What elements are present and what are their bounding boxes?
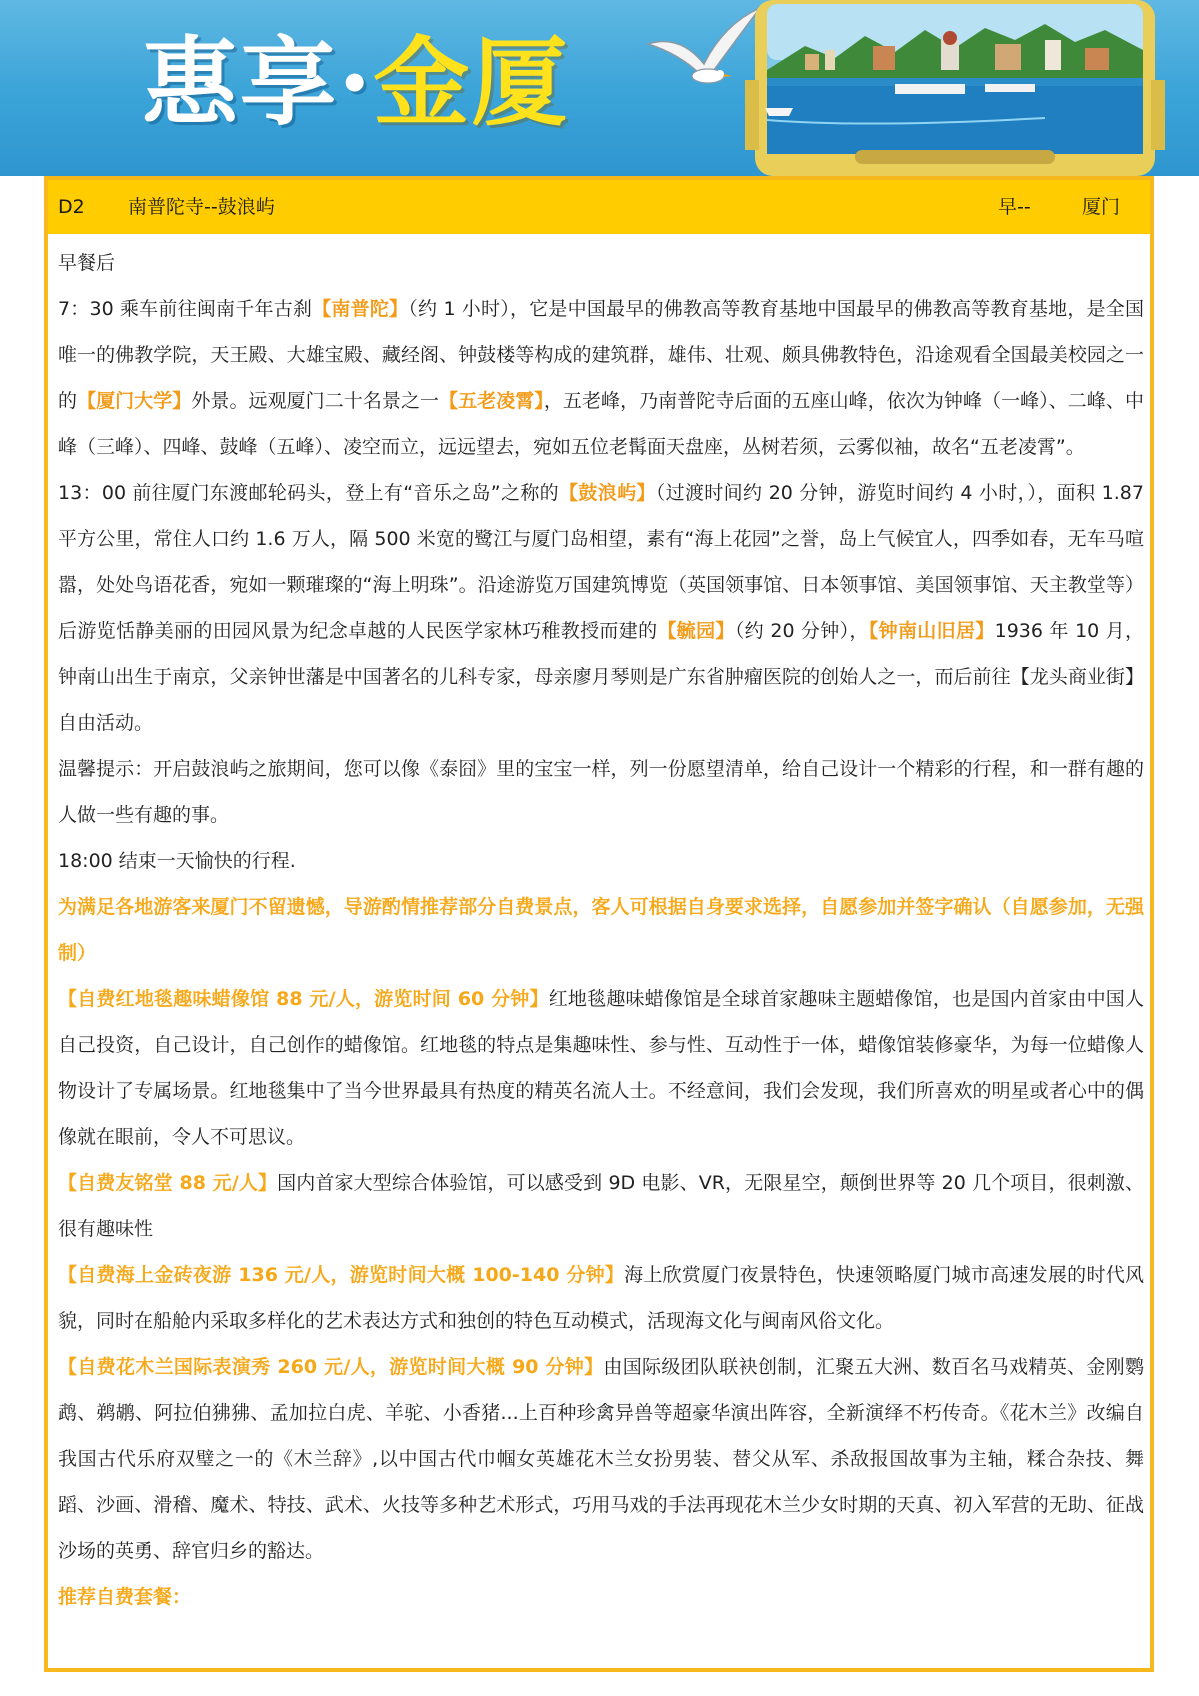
highlight-nanputuo: 【南普陀】 xyxy=(312,298,409,320)
paragraph-tip: 温馨提示：开启鼓浪屿之旅期间，您可以像《泰囧》里的宝宝一样，列一份愿望清单，给自己设计一个精彩的行程，和一群有趣的人做一些有趣的事。 xyxy=(58,758,1144,826)
text-segment: （过渡时间约 20 分钟，游览时间约 4 小时，），面积 1.87 平方公里，常住人口约 1.6 万人，隔 500 米宽的鹭江与厦门岛相望，素有“海上花园”之誉，岛上气候宜人，四季如春，无车马喧嚣，处处鸟语花香，宛如一颗璀璨的“海上明珠”。沿途游览万国建筑博览（英国领事馆、日本领事馆、美国领事馆、天主教堂等）后游览恬静美丽的田园风景为纪念卓越的人民医学家林巧稚教授而建的 xyxy=(58,482,1144,642)
text-segment: 13：00 前往厦门东渡邮轮码头，登上有“音乐之岛”之称的 xyxy=(58,482,560,504)
paragraph-gulangyu xyxy=(58,470,1144,746)
paragraph-optional-notice: 为满足各地游客来厦门不留遗憾，导游酌情推荐部分自费景点，客人可根据自身要求选择，自愿参加并签字确认（自愿参加，无强制） xyxy=(58,896,1144,964)
text-segment: ，五老峰，乃南普陀寺后面的五座山峰，依次为钟峰（一峰）、二峰、中峰（三峰）、四峰、鼓峰（五峰）、凌空而立，远远望去，宛如五位老髯面天盘座，丛树若须，云雾似袖，故名“五老凌霄”。 xyxy=(58,390,1144,458)
paragraph-youmingtang xyxy=(58,1160,1144,1252)
paragraph-nanputuo xyxy=(58,286,1144,470)
highlight-xiamen-university: 【厦门大学】 xyxy=(77,390,192,412)
text-segment: 红地毯趣味蜡像馆是全球首家趣味主题蜡像馆，也是国内首家由中国人自己投资，自己设计，自己创作的蜡像馆。红地毯的特点是集趣味性、参与性、互动性于一体，蜡像馆装修豪华，为每一位蜡像人物设计了专属场景。红地毯集中了当今世界最具有热度的精英名流人士。不经意间，我们会发现，我们所喜欢的明星或者心中的偶像就在眼前，令人不可思议。 xyxy=(58,988,1144,1148)
highlight-mulan-show: 【自费花木兰国际表演秀 260 元/人，游览时间大概 90 分钟】 xyxy=(58,1356,604,1378)
highlight-wax-museum: 【自费红地毯趣味蜡像馆 88 元/人，游览时间 60 分钟】 xyxy=(58,988,549,1010)
text-segment: 1936 年 10 月，钟南山出生于南京，父亲钟世藩是中国著名的儿科专家，母亲廖月琴则是广东省肿瘤医院的创始人之一，而后前往【龙头商业街】自由活动。 xyxy=(58,620,1144,734)
banner-title xyxy=(142,18,569,148)
day-code: D2 xyxy=(58,196,85,218)
banner-title-part2: 金厦 xyxy=(373,26,570,139)
itinerary-body xyxy=(58,240,1144,1620)
banner-title-part1: 惠享· xyxy=(142,26,374,139)
text-segment: （约 20 分钟）， xyxy=(734,620,869,642)
day-meals: 早-- xyxy=(998,196,1031,218)
highlight-wulao-lingxiao: 【五老凌霄】 xyxy=(439,390,544,412)
paragraph-end-time: 18:00 结束一天愉快的行程. xyxy=(58,850,296,872)
highlight-youmingtang: 【自费友铭堂 88 元/人】 xyxy=(58,1172,278,1194)
highlight-gulangyu: 【鼓浪屿】 xyxy=(559,482,656,504)
text-segment: 7：30 乘车前往闽南千年古刹 xyxy=(58,298,313,320)
paragraph-recommended-package: 推荐自费套餐： xyxy=(58,1586,192,1608)
text-segment: 海上欣赏厦门夜景特色，快速领略厦门城市高速发展的时代风貌，同时在船舱内采取多样化的艺术表达方式和独创的特色互动模式，活现海文化与闽南风俗文化。 xyxy=(58,1264,1144,1332)
paragraph-night-cruise xyxy=(58,1252,1144,1344)
day-header-bar xyxy=(48,180,1150,234)
day-lodging: 厦门 xyxy=(1082,196,1121,218)
text-segment: 国内首家大型综合体验馆，可以感受到 9D 电影、VR，无限星空，颠倒世界等 20 几个项目，很刺激、很有趣味性 xyxy=(58,1172,1144,1240)
paragraph-breakfast: 早餐后 xyxy=(58,252,116,274)
day-route: 南普陀寺--鼓浪屿 xyxy=(128,196,275,218)
text-segment: 由国际级团队联袂创制，汇聚五大洲、数百名马戏精英、金刚鹦鹉、鹈鹕、阿拉伯狒狒、孟加拉白虎、羊驼、小香猪...上百种珍禽异兽等超豪华演出阵容，全新演绎不朽传奇。《花木兰》改编自我国古代乐府双璧之一的《木兰辞》,以中国古代巾帼女英雄花木兰女扮男装、替父从军、杀敌报国故事为主轴，糅合杂技、舞蹈、沙画、滑稽、魔术、特技、武术、火技等多种艺术形式，巧用马戏的手法再现花木兰少女时期的天真、初入军营的无助、征战沙场的英勇、辞官归乡的豁达。 xyxy=(58,1356,1144,1562)
header-banner xyxy=(0,0,1199,176)
paragraph-wax-museum xyxy=(58,976,1144,1160)
text-segment: 外景。远观厦门二十名景之一 xyxy=(191,390,440,412)
highlight-yuyuan: 【毓园】 xyxy=(657,620,735,642)
itinerary-frame xyxy=(44,176,1154,1672)
text-segment: （约 1 小时），它是中国最早的佛教高等教育基地中国最早的佛教高等教育基地，是全国唯一的佛教学院，天王殿、大雄宝殿、藏经阁、钟鼓楼等构成的建筑群，雄伟、壮观、颇具佛教特色，沿途观看全国最美校园之一的 xyxy=(58,298,1144,412)
highlight-night-cruise: 【自费海上金砖夜游 136 元/人，游览时间大概 100-140 分钟】 xyxy=(58,1264,625,1286)
highlight-zhong-nanshan-residence: 【钟南山旧居】 xyxy=(868,620,995,642)
paragraph-mulan-show xyxy=(58,1344,1144,1574)
suitcase-scenery-image xyxy=(745,0,1199,176)
